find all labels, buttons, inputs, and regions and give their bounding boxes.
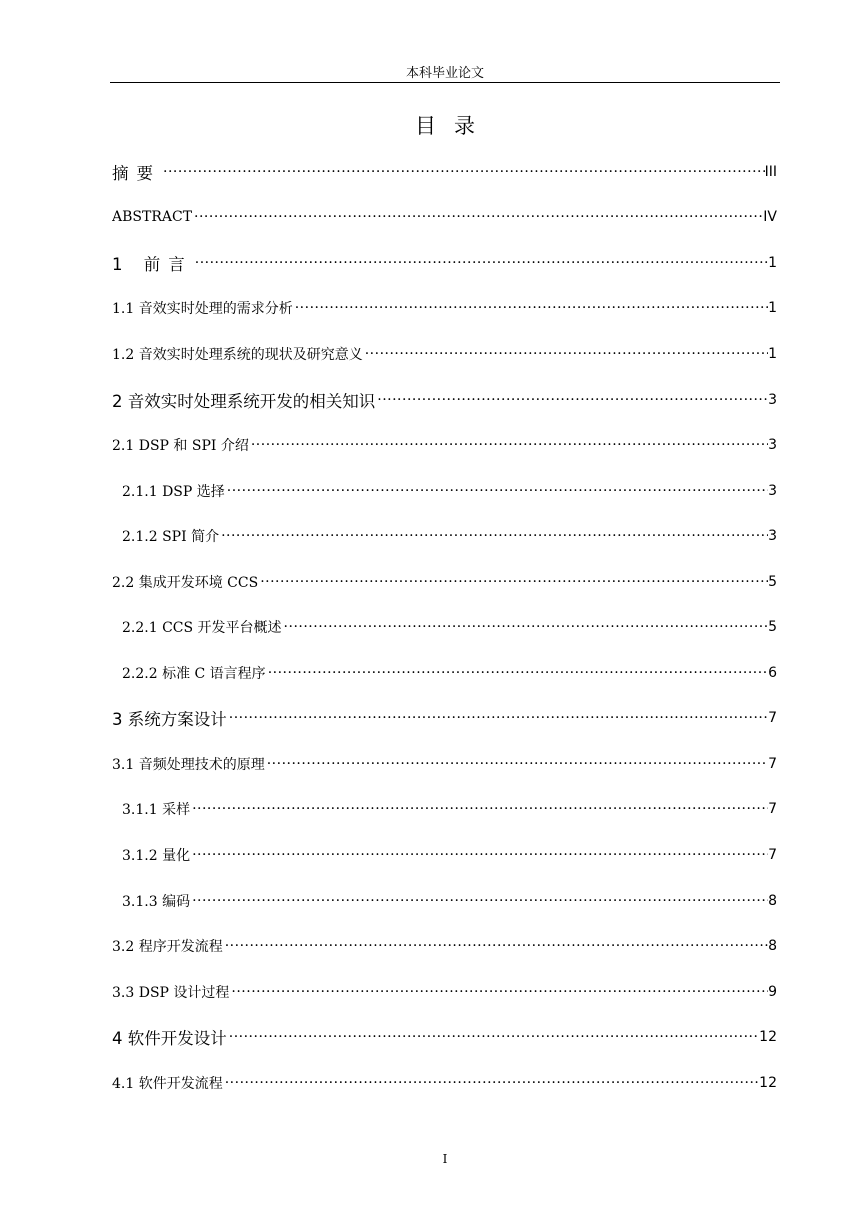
toc-entry-page: 8	[768, 938, 777, 955]
toc-entry-label: 4.1 软件开发流程	[112, 1075, 223, 1092]
toc-dot-leader	[223, 938, 768, 954]
toc-entry-label: 3.3 DSP 设计过程	[112, 984, 230, 1001]
toc-entry[interactable]	[112, 1014, 777, 1060]
page-header: 本科毕业论文	[405, 66, 484, 81]
toc-entry[interactable]	[112, 513, 777, 559]
toc-dot-leader	[282, 619, 769, 635]
toc-dot-leader	[219, 528, 768, 544]
toc-entry-label: 3.1 音频处理技术的原理	[112, 756, 265, 773]
header-rule	[110, 82, 780, 83]
toc-entry[interactable]	[112, 286, 777, 332]
toc-entry-page: 1	[768, 300, 777, 317]
toc-entry-page: 9	[768, 983, 777, 1000]
toc-dot-leader	[190, 847, 768, 863]
toc-entry-label: 2.2 集成开发环境 CCS	[112, 574, 259, 591]
toc-dot-leader	[223, 1075, 759, 1091]
toc-entry-label: 4 软件开发设计	[112, 1029, 227, 1049]
toc-entry[interactable]	[112, 741, 777, 787]
toc-entry[interactable]	[112, 878, 777, 924]
toc-entry-page: 6	[768, 664, 777, 681]
toc-dot-leader	[258, 574, 768, 590]
toc-entry[interactable]	[112, 377, 777, 423]
toc-entry[interactable]	[112, 696, 777, 742]
toc-entry-page: 5	[768, 573, 777, 590]
toc-entry-label: 3.1.3 编码	[122, 893, 191, 910]
toc-entry-label: 3.1.2 量化	[122, 847, 191, 864]
toc-entry-label: 3 系统方案设计	[112, 710, 227, 730]
toc-entry-label: 2.1.1 DSP 选择	[122, 483, 225, 500]
toc-entry-page: 7	[768, 755, 777, 772]
toc-dot-leader	[363, 346, 768, 362]
table-of-contents	[112, 149, 777, 1105]
toc-dot-leader	[375, 392, 768, 408]
toc-entry[interactable]	[112, 832, 777, 878]
toc-entry-page: 7	[768, 846, 777, 863]
toc-entry-page: 1	[768, 254, 777, 271]
toc-entry-page: 12	[759, 1029, 777, 1046]
toc-entry-page: 12	[759, 1074, 777, 1091]
toc-entry-page: 1	[768, 345, 777, 362]
toc-dot-leader	[229, 984, 768, 1000]
toc-entry[interactable]	[112, 604, 777, 650]
toc-entry[interactable]	[112, 468, 777, 514]
toc-entry-label: 3.2 程序开发流程	[112, 939, 223, 956]
toc-dot-leader	[190, 801, 768, 817]
toc-entry-label: 1.1 音效实时处理的需求分析	[112, 301, 293, 318]
toc-entry-page: 3	[768, 528, 777, 545]
toc-entry-page: 3	[768, 391, 777, 408]
toc-dot-leader	[193, 255, 768, 271]
toc-entry-page: 3	[768, 482, 777, 499]
toc-entry[interactable]	[112, 969, 777, 1015]
toc-dot-leader	[249, 437, 768, 453]
toc-dot-leader	[192, 209, 763, 225]
toc-entry-label: 1.2 音效实时处理系统的现状及研究意义	[112, 346, 363, 363]
toc-dot-leader	[265, 756, 768, 772]
toc-entry[interactable]	[112, 240, 777, 286]
toc-dot-leader	[190, 893, 768, 909]
toc-entry-label: 摘要	[112, 163, 161, 183]
toc-entry-page: 5	[768, 619, 777, 636]
toc-dot-leader	[225, 483, 768, 499]
toc-entry-page: 7	[768, 801, 777, 818]
toc-entry-page: 8	[768, 892, 777, 909]
toc-entry-label: 1 前言	[112, 254, 193, 274]
toc-entry-page: IV	[763, 209, 777, 226]
toc-entry[interactable]	[112, 149, 777, 195]
toc-entry[interactable]	[112, 923, 777, 969]
toc-entry-page: III	[764, 163, 777, 180]
toc-entry[interactable]	[112, 559, 777, 605]
toc-entry[interactable]	[112, 195, 777, 241]
toc-entry-page: 7	[768, 710, 777, 727]
toc-entry-page: 3	[768, 437, 777, 454]
toc-entry-label: 2.1 DSP 和 SPI 介绍	[112, 438, 249, 455]
toc-dot-leader	[227, 710, 768, 726]
toc-entry[interactable]	[112, 422, 777, 468]
toc-entry-label: 2.1.2 SPI 简介	[122, 529, 220, 546]
toc-entry-label: 2.2.1 CCS 开发平台概述	[122, 620, 282, 637]
toc-entry[interactable]	[112, 787, 777, 833]
page-number: I	[442, 1152, 448, 1166]
toc-entry-label: 3.1.1 采样	[122, 802, 191, 819]
toc-dot-leader	[227, 1029, 759, 1045]
toc-entry[interactable]	[112, 1060, 777, 1106]
toc-entry[interactable]	[112, 331, 777, 377]
toc-title: 目录	[415, 114, 493, 138]
toc-dot-leader	[266, 665, 768, 681]
toc-entry-label: 2 音效实时处理系统开发的相关知识	[112, 391, 376, 411]
toc-dot-leader	[293, 300, 768, 316]
toc-entry-label: ABSTRACT	[112, 209, 193, 226]
toc-entry-label: 2.2.2 标准 C 语言程序	[122, 665, 266, 682]
toc-dot-leader	[161, 164, 765, 180]
toc-entry[interactable]	[112, 650, 777, 696]
